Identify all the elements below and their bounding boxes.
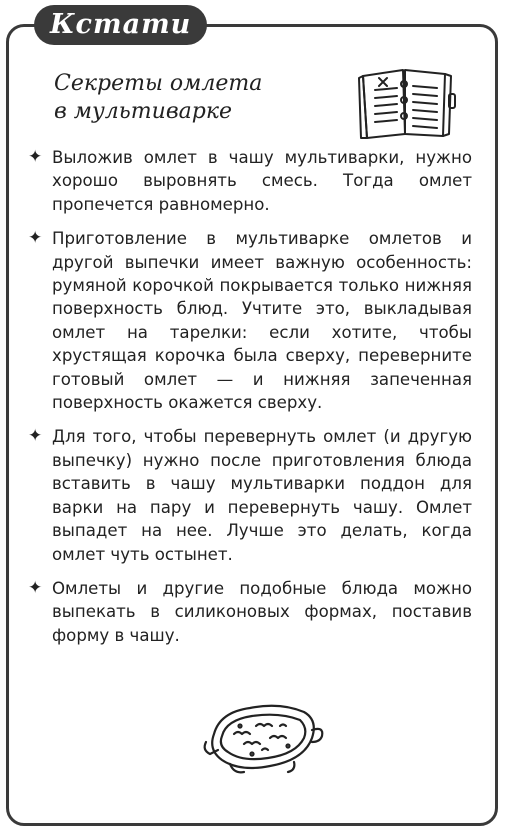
title-line-1: Секреты омлета <box>54 71 263 96</box>
star-bullet-icon: ✦ <box>28 426 43 447</box>
tips-list <box>28 146 472 658</box>
title-line-2: в мультиварке <box>54 99 232 124</box>
list-item-text: Приготовление в мультиварке омлетов и другой выпечки имеет важную особенность: румяной корочкой покрывается только нижняя поверхность блюд. Учтите это, выкладывая омлет на тарелки: если хотите, чтобы хрустящая корочка была сверху, переверните готовый омлет — и нижняя запеченная поверхность окажется сверху. <box>52 229 472 413</box>
section-tag: Кстати <box>34 5 207 45</box>
list-item-text: Омлеты и другие подобные блюда можно выпекать в силиконовых формах, поставив форму в чашу. <box>52 578 472 645</box>
star-bullet-icon: ✦ <box>28 147 43 167</box>
list-item-text: Выложив омлет в чашу мультиварки, нужно хорошо выровнять смесь. Тогда омлет пропечется равномерно. <box>52 148 472 214</box>
notebook-icon <box>353 64 459 140</box>
list-item <box>28 577 472 647</box>
box-title <box>54 70 314 126</box>
list-item <box>28 227 472 414</box>
list-item-text: Для того, чтобы перевернуть омлет (и другую выпечку) нужно после приготовления блюда вставить в чашу мультиварки поддон для варки на пару и перевернуть чашу. Омлет выпадет на нее. Лучше это делать, когда омлет чуть остынет. <box>52 427 472 564</box>
star-bullet-icon: ✦ <box>28 228 43 249</box>
casserole-dish-icon <box>200 690 326 778</box>
list-item <box>28 425 472 565</box>
star-bullet-icon: ✦ <box>28 577 43 598</box>
list-item <box>28 146 472 216</box>
